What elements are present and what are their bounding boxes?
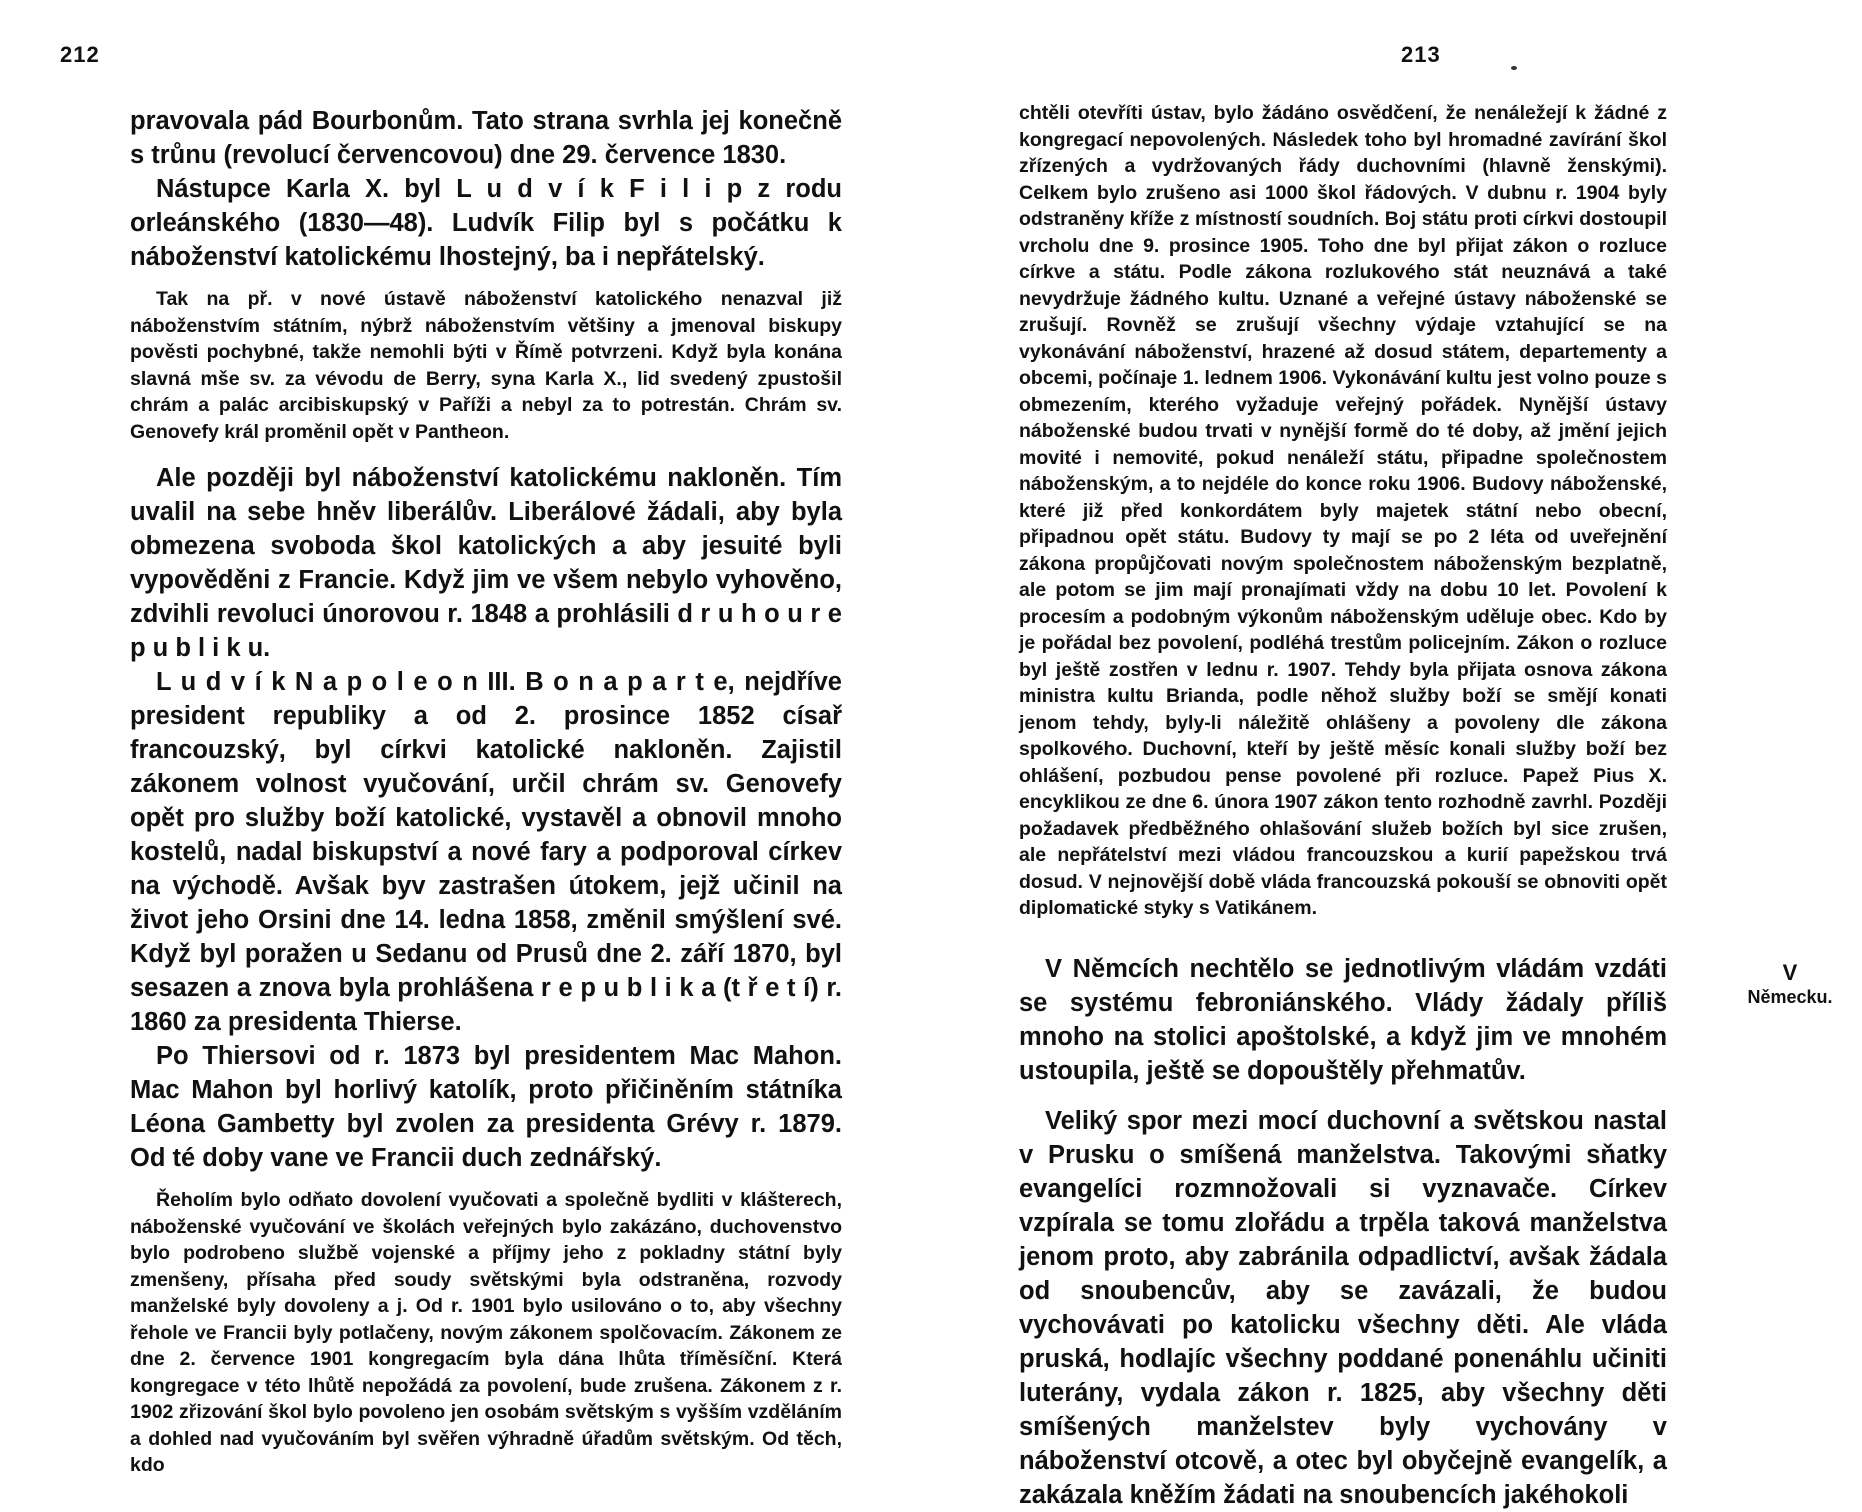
paragraph-small: Řeholím bylo odňato dovolení vyučovati a společně bydliti v klášterech, náboženské vyučování ve školách veřejných bylo zakázáno, duchovenstvo bylo podrobeno službě vojenské a příjmy jeho z pokladny státní byly zmenšeny, přísaha před soudy světskými byla odstraněna, rozvody manželské byly dovoleny a j. Od r. 1901 bylo usilováno o to, aby všechny řehole ve Francii byly potlačeny, novým zákonem spolčovacím. Zákonem ze dne 2. července 1901 kongregacím byla dána lhůta tříměsíční. Která kongregace v této lhůtě nepožádá za povolení, bude zrušena. Zákonem z r. 1902 zřizování škol bylo povoleno jen osobám světským s vyšším vzděláním a dohled nad vyučováním byl svěřen výhradně úřadům světským. Od těch, kdo	[130, 1189, 842, 1476]
paragraph: L u d v í k N a p o l e o n III. B o n a p a r t e, nejdříve president republiky a od 2. prosince 1852 císař francouzský, byl církvi katolické nakloněn. Zajistil zákonem volnost vyučování, určil chrám sv. Genovefy opět pro služby boží katolické, vystavěl a obnovil mnoho kostelů, nadal biskupství a nové fary a podporoval církev na východě. Avšak byv zastrašen útokem, jejž učinil na život jeho Orsini dne 14. ledna 1858, změnil smýšlení své. Když byl poražen u Sedanu od Prusů dne 2. září 1870, byl sesazen a znova byla prohlášena r e p u b l i k a (t ř e t í) r. 1860 za presidenta Thierse.	[130, 668, 842, 1036]
paragraph: Nástupce Karla X. byl L u d v í k F i l i p z rodu orleánského (1830—48). Ludvík Filip byl s počátku k náboženství katolickému lhostejný, ba i nepřátelský.	[130, 175, 842, 271]
text-column	[130, 104, 842, 1479]
margin-note-line: V	[1782, 960, 1798, 985]
paragraph: pravovala pád Bourbonům. Tato strana svrhla jej konečně s trůnu (revolucí červencovou) dne 29. července 1830.	[130, 107, 842, 169]
left-page	[0, 0, 931, 1500]
page-number: 212	[60, 42, 100, 67]
paragraph: Po Thiersovi od r. 1873 byl presidentem Mac Mahon. Mac Mahon byl horlivý katolík, proto přičiněním státníka Léona Gambetty byl zvolen za presidenta Grévy r. 1879. Od té doby vane ve Francii duch zednářský.	[130, 1042, 842, 1172]
text-column	[1019, 100, 1667, 1512]
page-number: 213	[1401, 42, 1441, 67]
paragraph-small: Tak na př. v nové ústavě náboženství katolického nenazval již náboženstvím státním, nýbrž náboženstvím většiny a jmenoval biskupy pověsti pochybné, takže nemohli býti v Římě potvrzeni. Když byla konána slavná mše sv. za vévodu de Berry, syna Karla X., lid svedený zpustošil chrám a palác arcibiskupský v Paříži a nebyl za to potrestán. Chrám sv. Genovefy král proměnil opět v Pantheon.	[130, 288, 842, 443]
margin-note	[1732, 960, 1848, 1010]
ink-speck	[1511, 66, 1517, 70]
margin-note-line: Německu.	[1747, 987, 1833, 1007]
right-page	[931, 0, 1862, 1509]
paragraph: Ale později byl náboženství katolickému nakloněn. Tím uvalil na sebe hněv liberálův. Liberálové žádali, aby byla obmezena svoboda škol katolických a aby jesuité byli vypověděni z Francie. Když jim ve všem nebylo vyhověno, zdvihli revoluci únorovou r. 1848 a prohlásili d r u h o u r e p u b l i k u.	[130, 464, 842, 662]
paragraph: V Němcích nechtělo se jednotlivým vládám vzdáti se systému febroniánského. Vlády žádaly příliš mnoho na stolici apoštolské, a když jim ve mnohém ustoupila, ještě se dopouštěly přehmatův.	[1019, 954, 1667, 1085]
paragraph: Veliký spor mezi mocí duchovní a světskou nastal v Prusku o smíšená manželstva. Takovými sňatky evangelíci rozmnožovali si vyznavače. Církev vzpírala se tomu zlořádu a trpěla taková manželstva jenom proto, aby zabránila odpadlictví, avšak žádala od snoubencův, aby se zavázali, že budou vychovávati po katolicku všechny děti. Ale vláda pruská, hodlajíc všechny poddané ponenáhlu učiniti luterány, vydala zákon r. 1825, aby všechny děti smíšených manželstev byly vychovány v náboženství otcově, a otec byl obyčejně evangelík, a zakázala kněžím žádati na snoubencích jakéhokoli	[1019, 1106, 1667, 1509]
paragraph-small: chtěli otevříti ústav, bylo žádáno osvědčení, že nenáležejí k žádné z kongregací nepovolených. Následek toho byl hromadné zavírání škol zřízených a vydržovaných řády duchovními (hlavně ženskými). Celkem bylo zrušeno asi 1000 škol řádových. V dubnu r. 1904 byly odstraněny kříže z místností soudních. Boj státu proti církvi dostoupil vrcholu dne 9. prosince 1905. Toho dne byl přijat zákon o rozluce církve a státu. Podle zákona rozlukového stát neuznává a také nevydržuje žádného kultu. Uznané a veřejné ústavy náboženské se zrušují. Rovněž se zrušují všechny výdaje vztahující se na vykonávání náboženství, hrazené až dosud státem, departementy a obcemi, počínaje 1. lednem 1906. Vykonávání kultu jest volno pouze s obmezením, kterého vyžaduje veřejný pořádek. Nynější ústavy náboženské budou trvati v nynější formě do té doby, až jmění jejich movité i nemovité, pokud nenáleží státu, připadne společnostem náboženským, a to nejdéle do konce roku 1906. Budovy náboženské, které již před konkordátem byly majetek státní nebo obecní, připadnou opět státu. Budovy ty mají se po 2 léta od uveřejnění zákona propůjčovati novým společnostem náboženským bezplatně, ale potom se jim mají pronajímati vždy na dobu 10 let. Povolení k procesím a podobným výkonům náboženským uděluje obec. Kdo by je pořádal bez povolení, podléhá trestům policejním. Zákon o rozluce byl ještě zostřen v lednu r. 1907. Tehdy byla přijata osnova zákona ministra kultu Brianda, podle něhož služby boží se smějí konati jenom tehdy, byly-li náležitě ohlášeny a povoleny dle zákona spolkového. Duchovní, kteří by ještě měsíc konali služby boží bez ohlášení, pozbudou pense povolené při rozluce. Papež Pius X. encyklikou ze dne 6. února 1907 zákon tento rozhodně zavrhl. Později požadavek předběžného ohlašování služeb božích byl sice zrušen, ale nepřátelství mezi vládou francouzskou a kurií papežskou trvá dosud. V nejnovější době vláda francouzská pokouší se obnoviti opět diplomatické styky s Vatikánem.	[1019, 102, 1667, 919]
